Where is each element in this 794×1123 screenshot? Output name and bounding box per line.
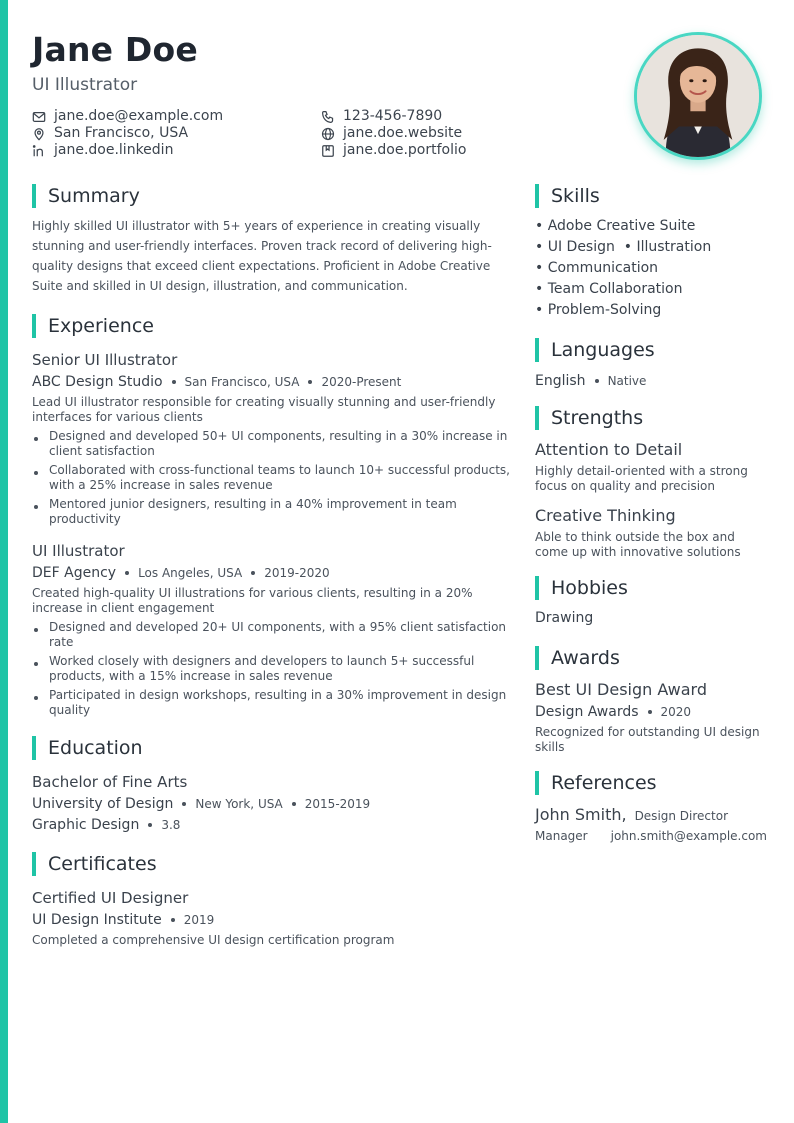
hobbies-heading	[535, 576, 767, 600]
contact-portfolio[interactable]	[321, 142, 466, 159]
candidate-role: UI Illustrator	[32, 75, 138, 95]
separator-dot	[648, 710, 652, 714]
linkedin-text: jane.doe.linkedin	[54, 142, 174, 158]
experience-title: Experience	[48, 315, 154, 337]
list-item: Designed and developed 20+ UI components, with a 95% client satisfaction rate	[32, 620, 512, 650]
reference-position: Design Director	[634, 809, 729, 823]
job-location: San Francisco, USA	[184, 375, 300, 389]
job-location: Los Angeles, USA	[138, 566, 243, 580]
job-description: Lead UI illustrator responsible for creating visually stunning and user-friendly interfaces for various clients	[32, 395, 496, 424]
education-meta	[32, 795, 512, 813]
heading-accent	[32, 736, 36, 760]
list-item: Designed and developed 50+ UI components, resulting in a 30% increase in client satisfaction	[32, 429, 512, 459]
heading-accent	[32, 184, 36, 208]
phone-text: 123-456-7890	[343, 108, 443, 124]
contact-email[interactable]	[32, 108, 223, 125]
contact-phone[interactable]	[321, 108, 442, 125]
profile-photo-illustration	[637, 35, 759, 157]
award-org: Design Awards	[535, 704, 639, 720]
certificate-issuer: UI Design Institute	[32, 912, 162, 928]
contact-linkedin[interactable]	[32, 142, 173, 159]
skill-item: • Communication	[535, 260, 659, 276]
education-section	[32, 736, 512, 834]
languages-section	[535, 338, 767, 390]
job-item	[32, 541, 512, 718]
candidate-name: Jane Doe	[32, 30, 198, 69]
resume-header	[32, 30, 762, 170]
education-title: Education	[48, 737, 143, 759]
accent-bar	[0, 0, 8, 1123]
skill-item: • UI Design • Illustration	[535, 239, 712, 255]
email-icon	[32, 110, 46, 124]
language-level: Native	[607, 374, 647, 388]
location-pin-icon	[32, 127, 46, 141]
languages-title: Languages	[551, 339, 655, 361]
references-heading	[535, 771, 767, 795]
award-meta	[535, 703, 767, 721]
experience-heading	[32, 314, 512, 338]
strengths-heading	[535, 406, 767, 430]
certificates-title: Certificates	[48, 853, 157, 875]
strengths-title: Strengths	[551, 407, 644, 429]
globe-icon	[321, 127, 335, 141]
strengths-section	[535, 406, 767, 560]
reference-detail-row	[535, 828, 767, 844]
list-item: Worked closely with designers and developers to launch 5+ successful products, with a 15% increase in sales revenue	[32, 654, 512, 684]
job-title: Senior UI Illustrator	[32, 351, 178, 369]
awards-heading	[535, 646, 767, 670]
reference-name-row	[535, 805, 767, 825]
website-text: jane.doe.website	[343, 125, 463, 141]
strength-item	[535, 506, 767, 560]
education-dates: 2015-2019	[304, 797, 371, 811]
education-major: Graphic Design	[32, 817, 140, 833]
separator-dot	[171, 918, 175, 922]
strength-item	[535, 440, 767, 494]
summary-section	[32, 184, 512, 296]
job-dates: 2019-2020	[264, 566, 330, 580]
awards-section	[535, 646, 767, 755]
references-title: References	[551, 772, 657, 794]
list-item: Collaborated with cross-functional teams to launch 10+ successful products, with a 25% increase in sales revenue	[32, 463, 512, 493]
hobbies-section	[535, 576, 767, 629]
job-meta	[32, 373, 512, 391]
strength-description: Able to think outside the box and come up with innovative solutions	[535, 530, 741, 559]
linkedin-icon	[32, 144, 46, 158]
job-company: DEF Agency	[32, 565, 117, 581]
references-section	[535, 771, 767, 844]
certificate-year: 2019	[183, 913, 215, 927]
education-gpa: 3.8	[161, 818, 181, 832]
reference-email[interactable]: john.smith@example.com	[610, 829, 767, 843]
phone-icon	[321, 110, 335, 124]
language-name: English	[535, 373, 586, 389]
awards-title: Awards	[551, 647, 620, 669]
certificate-description: Completed a comprehensive UI design certification program	[32, 933, 395, 947]
summary-text: Highly skilled UI illustrator with 5+ years of experience in creating visually stunning and user-friendly interfaces. Proven track record of delivering high-quality designs that exceed client expectations. Proficient in Adobe Creative Suite and skilled in UI design, illustration, and communication.	[32, 219, 492, 293]
separator-dot	[308, 380, 312, 384]
certificate-name: Certified UI Designer	[32, 889, 189, 907]
skill-item: • Team Collaboration	[535, 281, 683, 297]
job-company: ABC Design Studio	[32, 374, 163, 390]
heading-accent	[32, 852, 36, 876]
language-item	[535, 372, 767, 390]
separator-dot	[595, 379, 599, 383]
award-year: 2020	[660, 705, 692, 719]
heading-accent	[535, 646, 539, 670]
certificates-heading	[32, 852, 512, 876]
separator-dot	[148, 823, 152, 827]
job-achievements	[32, 620, 512, 718]
skills-heading	[535, 184, 767, 208]
contact-location	[32, 125, 188, 142]
separator-dot	[172, 380, 176, 384]
hobby-item: Drawing	[535, 610, 594, 626]
portfolio-icon	[321, 144, 335, 158]
separator-dot	[292, 802, 296, 806]
job-dates: 2020-Present	[321, 375, 402, 389]
heading-accent	[535, 184, 539, 208]
education-school: University of Design	[32, 796, 174, 812]
skill-item: • Adobe Creative Suite	[535, 218, 696, 234]
heading-accent	[535, 771, 539, 795]
job-title: UI Illustrator	[32, 542, 125, 560]
certificates-section	[32, 852, 512, 948]
list-item: Participated in design workshops, resulting in a 30% improvement in design quality	[32, 688, 512, 718]
certificate-meta	[32, 911, 512, 929]
reference-name: John Smith,	[535, 805, 627, 824]
skill-item: • Problem-Solving	[535, 302, 662, 318]
separator-dot	[125, 571, 129, 575]
job-meta	[32, 564, 512, 582]
heading-accent	[32, 314, 36, 338]
summary-heading	[32, 184, 512, 208]
hobbies-title: Hobbies	[551, 577, 628, 599]
heading-accent	[535, 338, 539, 362]
contact-website[interactable]	[321, 125, 462, 142]
list-item: Mentored junior designers, resulting in a 40% improvement in team productivity	[32, 497, 512, 527]
heading-accent	[535, 576, 539, 600]
strength-title: Attention to Detail	[535, 440, 683, 459]
education-location: New York, USA	[195, 797, 283, 811]
email-text: jane.doe@example.com	[54, 108, 224, 124]
location-text: San Francisco, USA	[54, 125, 189, 141]
education-heading	[32, 736, 512, 760]
skills-section	[535, 184, 767, 321]
education-degree: Bachelor of Fine Arts	[32, 773, 188, 791]
job-description: Created high-quality UI illustrations for various clients, resulting in a 20% increase in client engagement	[32, 586, 473, 615]
reference-relation: Manager	[535, 829, 588, 843]
experience-section	[32, 314, 512, 718]
strength-title: Creative Thinking	[535, 506, 676, 525]
profile-photo	[634, 32, 762, 160]
skills-list	[535, 216, 767, 321]
left-column	[32, 184, 512, 948]
job-item	[32, 350, 512, 527]
award-name: Best UI Design Award	[535, 680, 707, 699]
award-description: Recognized for outstanding UI design skills	[535, 725, 760, 754]
separator-dot	[182, 802, 186, 806]
portfolio-text: jane.doe.portfolio	[343, 142, 467, 158]
job-achievements	[32, 429, 512, 527]
education-major-gpa	[32, 816, 512, 834]
summary-title: Summary	[48, 185, 140, 207]
heading-accent	[535, 406, 539, 430]
skills-title: Skills	[551, 185, 600, 207]
separator-dot	[251, 571, 255, 575]
right-column	[535, 184, 767, 844]
languages-heading	[535, 338, 767, 362]
strength-description: Highly detail-oriented with a strong focus on quality and precision	[535, 464, 748, 493]
